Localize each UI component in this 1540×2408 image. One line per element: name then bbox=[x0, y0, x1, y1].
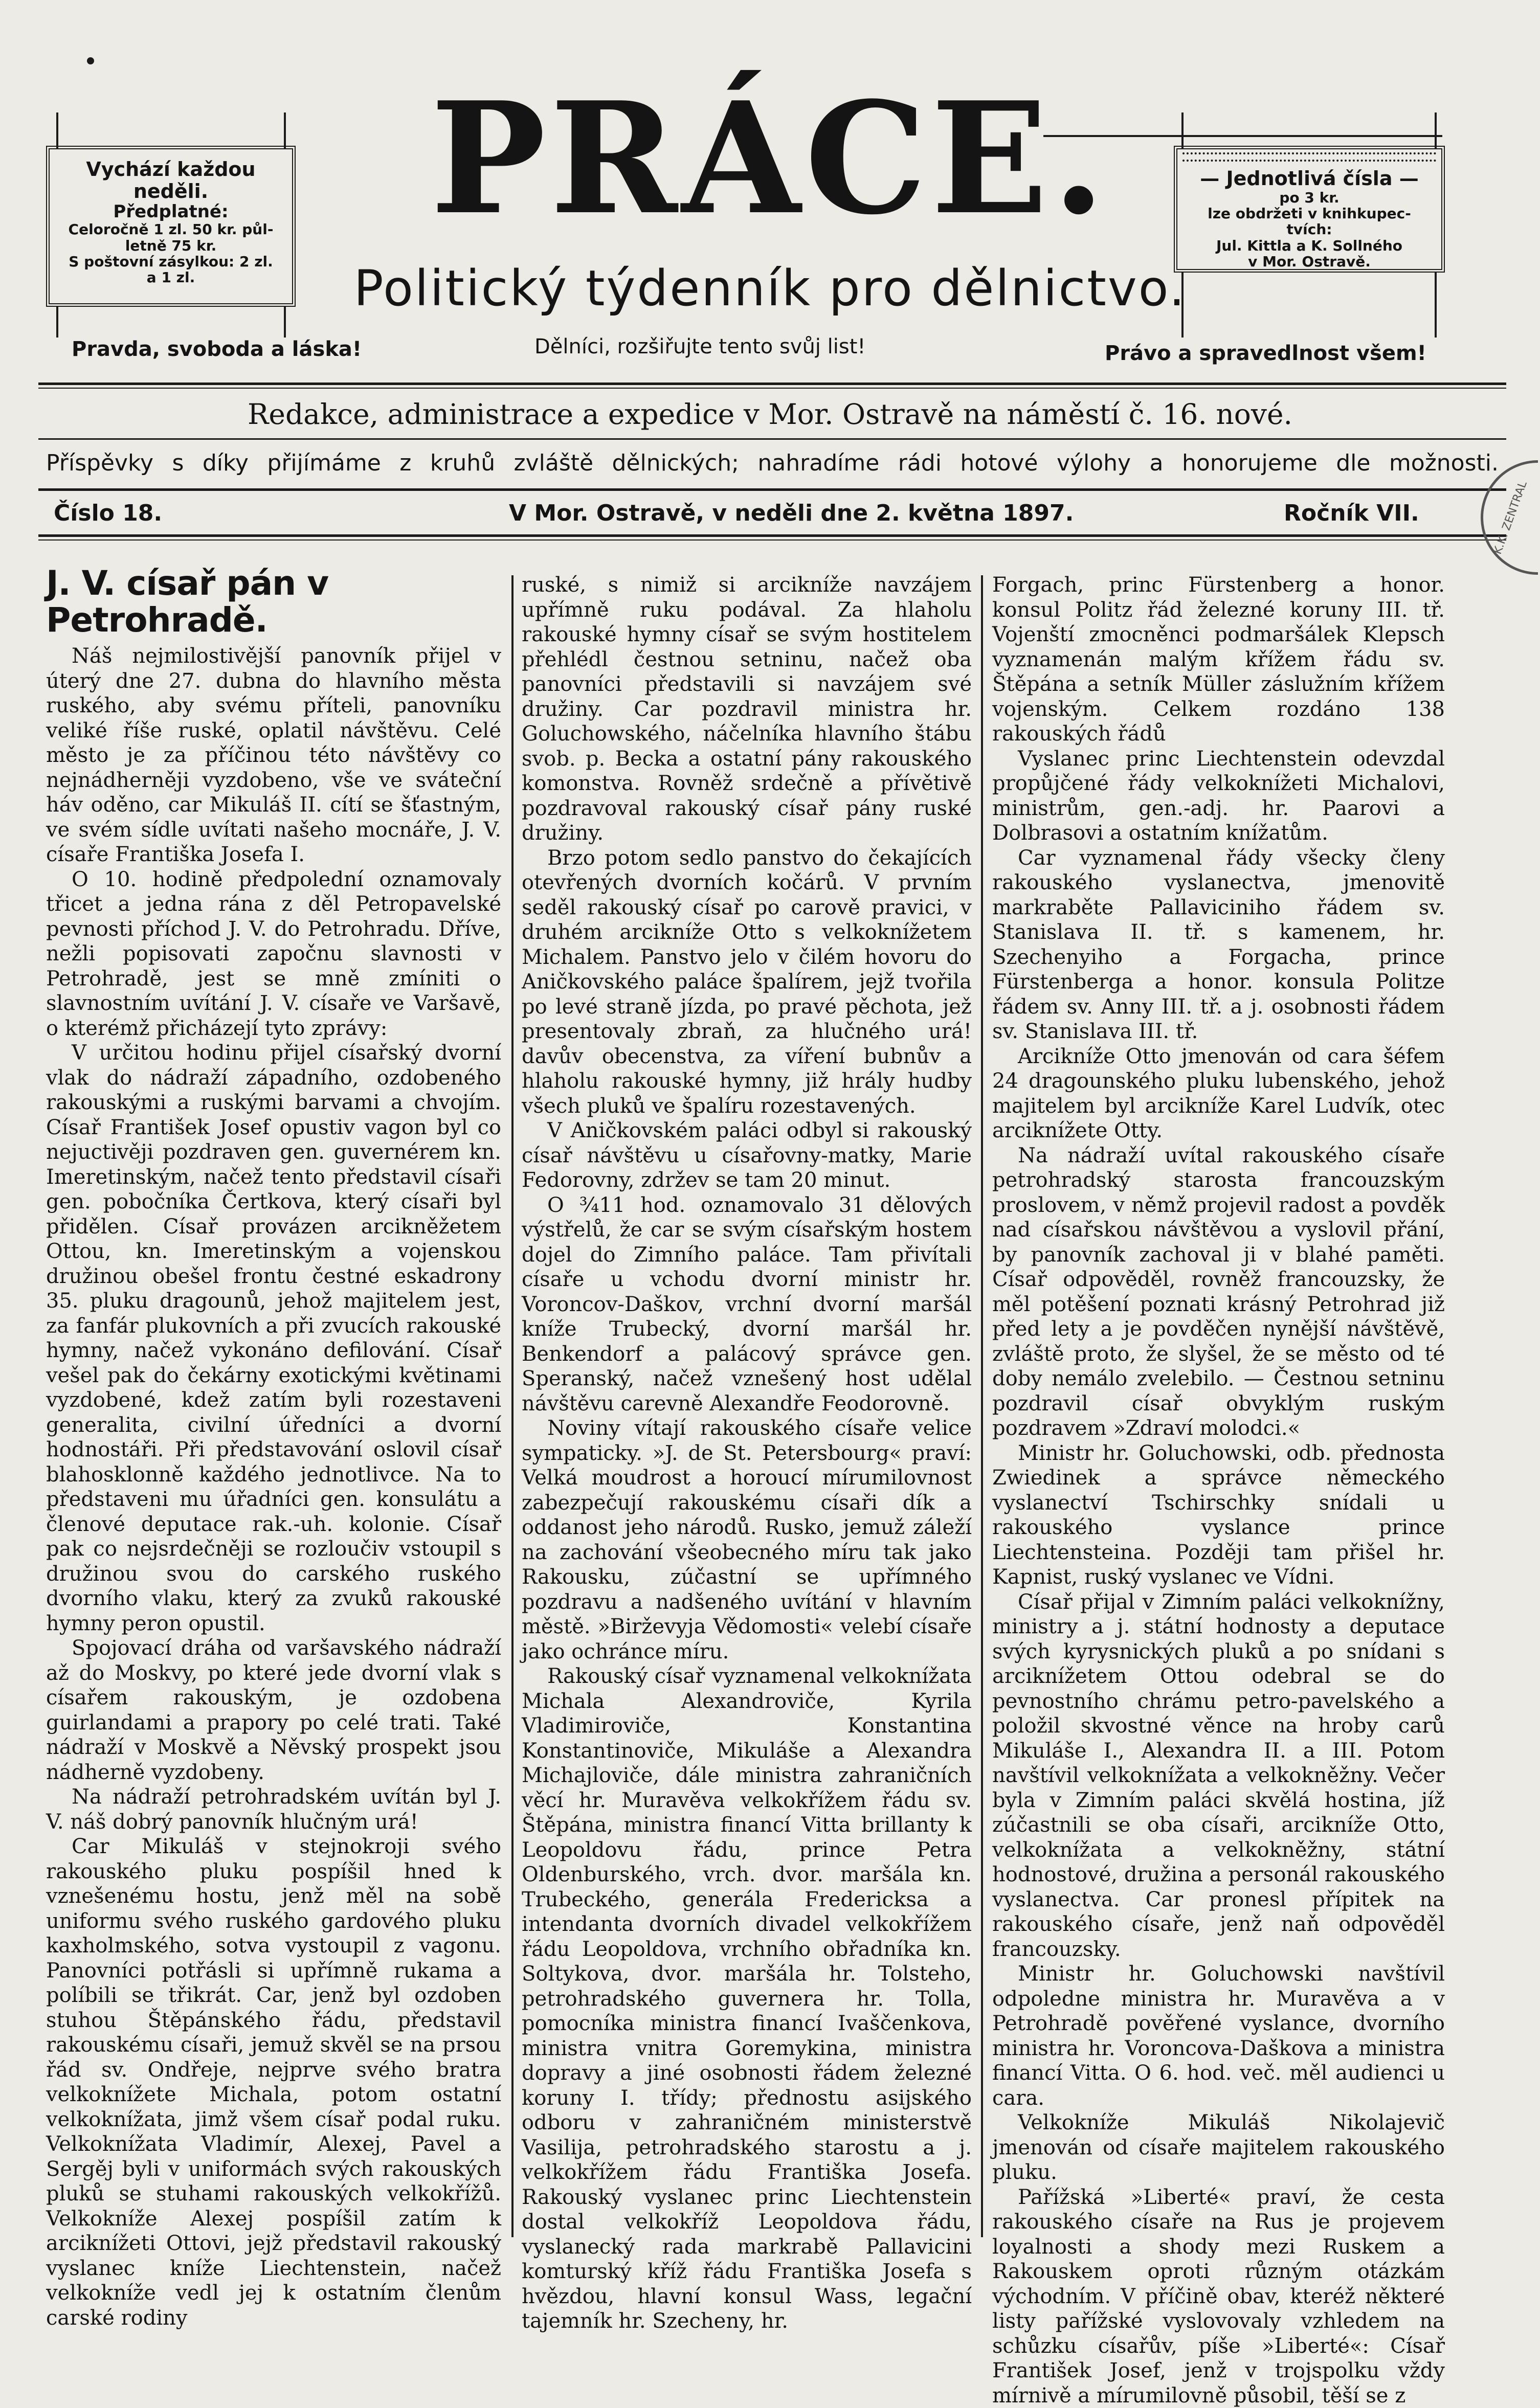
paragraph: Brzo potom sedlo panstvo do čekajících otevřených dvorních kočárů. V prvním seděl rakouský císař po carově pravici, v druhém arcikníže Otto s velkoknížetem Michalem. Panstvo jelo v čilém hovoru do Aničkovského paláce špalírem, jejž tvořila po levé straně jízda, po pravé pěchota, jež presentovaly zbraň, za hlučného urá! davův obecenstva, za víření bubnův a hlaholu rakouské hymny, již hrály hudby všech pluků ve špalíru rozestavených. bbox=[522, 846, 972, 1119]
editorial-address: Redakce, administrace a expedice v Mor. Ostravě na náměstí č. 16. nové. bbox=[0, 398, 1540, 431]
subscription-line-2: Předplatné: bbox=[50, 202, 292, 221]
motto-center: Dělníci, rozšiřujte tento svůj list! bbox=[534, 335, 865, 358]
paragraph: Noviny vítají rakouského císaře velice sympaticky. »J. de St. Petersbourg« praví: Velká moudrost a horoucí mírumilovnost zabezpečují rakouskému císaři dík a oddanost jeho národů. Rusko, jemuž záleží na zachování všeobecného míru tak jako Rakousku, zúčastní se upřímného pozdravu a nadšeného uvítání v hlavním městě. »Birževyja Vědomosti« velebí císaře jako ochránce míru. bbox=[522, 1416, 972, 1664]
single-copy-line-4: tvích: bbox=[1177, 221, 1441, 237]
subscription-line-1: Vychází každou neděli. bbox=[50, 159, 292, 202]
single-copy-line-5: Jul. Kittla a K. Sollného bbox=[1177, 238, 1441, 254]
column-rule bbox=[511, 575, 514, 2237]
header-rule bbox=[38, 382, 1506, 385]
masthead-title: PRÁCE. bbox=[0, 82, 1540, 235]
article-column-2 bbox=[522, 573, 972, 2235]
paragraph: Rakouský císař vyznamenal velkoknížata Michala Alexandroviče, Kyrila Vladimiroviče, Konstantina Konstantinoviče, Mikuláše a Alexandra Michajloviče, dále ministra zahraničních věcí hr. Muravěva velkokřížem řádu sv. Štěpána, ministra financí Vitta brillanty k Leopoldovu řádu, prince Petra Oldenburského, vrch. dvor. maršála kn. Trubeckého, generála Fredericksa a intendanta dvorních divadel velkokřížem řádu Leopoldova, vrchního obřadníka kn. Soltykova, dvor. maršála hr. Tolsteho, petrohradského guvernera hr. Tolla, pomocníka ministra financí Ivaščenkova, ministra vnitra Goremykina, ministra dopravy a jiné osobnosti řádem železné koruny I. třídy; přednostu asijského odboru v zahraničném ministerstvě Vasilija, petrohradského starostu a j. velkokřížem řádu Františka Josefa. Rakouský vyslanec princ Liechtenstein dostal velkokříž Leopoldova řádu, vyslanecký rada markrabě Pallavicini komturský kříž řádu Františka Josefa s hvězdou, hlavní konsul Wass, legační tajemník hr. Szecheny, hr. bbox=[522, 1664, 972, 2334]
contributions-note: Příspěvky s díky přijímáme z kruhů zvláště dělnických; nahradíme rádi hotové výlohy a honorujeme dle možnosti. bbox=[46, 450, 1499, 476]
paragraph: Vyslanec princ Liechtenstein odevzdal propůjčené řády velkoknížeti Michalovi, ministrům, gen.-adj. hr. Paarovi a Dolbrasovi a ostatním knížatům. bbox=[992, 747, 1445, 846]
issue-number: Číslo 18. bbox=[54, 500, 162, 526]
paragraph: Náš nejmilostivější panovník přijel v úterý dne 27. dubna do hlavního města ruského, aby svému příteli, panovníku veliké říše ruské, oplatil návštěvu. Celé město je za příčinou této návštěvy co nejnádherněji vyzdobeno, vše ve sváteční háv oděno, car Mikuláš II. cítí se šťastným, ve svém sídle uvítati našeho mocnáře, J. V. císaře Františka Josefa I. bbox=[46, 644, 501, 867]
single-copy-line-2: po 3 kr. bbox=[1177, 190, 1441, 206]
stamp-text: K.K. ZENTRAL bbox=[1491, 479, 1530, 556]
paragraph: Arcikníže Otto jmenován od cara šéfem 24 dragounského pluku lubenského, jehož majitelem byl arcikníže Karel Ludvík, otec arciknížete Otty. bbox=[992, 1044, 1445, 1143]
paragraph: Car Mikuláš v stejnokroji svého rakouského pluku pospíšil hned k vznešenému hostu, jenž měl na sobě uniformu svého ruského gardového pluku kaxholmského, sotva vystoupil z vagonu. Panovníci potřásli si upřímně rukama a políbili se třikrát. Car, jenž byl ozdoben stuhou Štěpánského řádu, představil rakouskému císaři, jemuž skvěl se na prsou řád sv. Ondřeje, nejprve svého bratra velkoknížete Michala, potom ostatní velkoknížata, jimž všem císař podal ruku. Velkoknížata Vladimír, Alexej, Pavel a Sergěj byli v uniformách svých rakouských pluků se stuhami rakouských velkokřížů. Velkokníže Alexej pospíšil zatím k arciknížeti Ottovi, jejž představil rakouský vyslanec kníže Liechtenstein, načež velkokníže vedl jej k ostatním členům carské rodiny bbox=[46, 1834, 501, 2330]
motto-left: Pravda, svoboda a láska! bbox=[72, 337, 362, 361]
motto-right: Právo a spravedlnost všem! bbox=[1105, 342, 1426, 365]
article-column-1 bbox=[46, 565, 501, 2227]
subscription-line-5: S poštovní zásylkou: 2 zl. bbox=[50, 254, 292, 269]
paragraph: Forgach, princ Fürstenberg a honor. konsul Politz řád železné koruny III. tř. Vojenští zmocněnci podmaršálek Klepsch vyznamenán malým křížem řádu sv. Štěpána a setník Müller záslužním křížem vojenským. Celkem rozdáno 138 rakouských řádů bbox=[992, 573, 1445, 747]
article-column-3 bbox=[992, 573, 1445, 2235]
issue-date: V Mor. Ostravě, v neděli dne 2. května 1897. bbox=[509, 500, 1074, 526]
paragraph: Pařížská »Liberté« praví, že cesta rakouského císaře na Rus je projevem loyalnosti a shody mezi Ruskem a Rakouskem oproti různým otázkám východním. V příčině obav, kteréž některé listy pařížské vyslovovaly vzhledem na schůzku císařův, píše »Liberté«: Císař František Josef, jenž v trojspolku vždy mírnivě a mírumilovně působil, těší se z bbox=[992, 2185, 1445, 2408]
paragraph: Car vyznamenal řády všecky členy rakouského vyslanectva, jmenovitě markraběte Pallaviciniho řádem sv. Stanislava II. tř. s kamenem, hr. Szechenyiho a Forgacha, prince Fürstenberga a honor. konsula Politze řádem sv. Anny III. tř. a j. osobnosti řádem sv. Stanislava III. tř. bbox=[992, 846, 1445, 1044]
single-copy-line-1: — Jednotlivá čísla — bbox=[1177, 168, 1441, 190]
paragraph: Císař přijal v Zimním paláci velkoknížny, ministry a j. státní hodnosty a deputace svých kyrysnických pluků a po snídani s arciknížetem Ottou odebral se do pevnostního chrámu petro-pavelského a položil skvostné věnce na hroby carů Mikuláše I., Alexandra II. a III. Potom navštívil velkoknížata a velkokněžny. Večer byla v Zimním paláci skvělá hostina, jíž zúčastnili se oba císaři, arcikníže Otto, velkoknížata a velkokněžny, státní hodnostové, družina a personál rakouského vyslanectva. Car pronesl přípitek na rakouského císaře, jenž naň odpověděl francouzsky. bbox=[992, 1590, 1445, 1962]
paragraph: Na nádraží petrohradském uvítán byl J. V. náš dobrý panovník hlučným urá! bbox=[46, 1785, 501, 1834]
paragraph: V určitou hodinu přijel císařský dvorní vlak do nádraží západního, ozdobeného rakouskými a ruskými barvami a chvojím. Císař František Josef opustiv vagon byl co nejuctivěji pozdraven gen. guvernérem kn. Imeretinským, načež tento představil císaři gen. pobočníka Čertkova, který císaři byl přidělen. Císař provázen arcikněžetem Ottou, kn. Imeretinským a vojenskou družinou obešel frontu čestné eskadrony 35. pluku dragounů, jehož majitelem jest, za fanfár plukovních a při zvucích rakouské hymny, načež vykonáno defilování. Císař vešel pak do čekárny exotickými květinami vyzdobené, kdež zatím byli rozestaveni generalita, civilní úředníci a dvorní hodnostáři. Při představování oslovil císař blahosklonně každého jednotlivce. Na to představeni mu úřadníci gen. konsulátu a členové deputace rak.-uh. kolonie. Císař pak co nejsrdečněji se rozloučiv vstoupil s družinou svou do carského ruského dvorního vlaku, který za zvuků rakouské hymny peron opustil. bbox=[46, 1041, 501, 1636]
subscription-line-4: letně 75 kr. bbox=[50, 238, 292, 254]
paragraph: ruské, s nimiž si arcikníže navzájem upřímně ruku podával. Za hlaholu rakouské hymny císař se svým hostitelem přehlédl čestnou setninu, načež oba panovníci představili si navzájem své družiny. Car pozdravil ministra hr. Goluchowského, náčelníka hlavního štábu svob. p. Becka a ostatní pány rakouského komonstva. Rovněž srdečně a přívětivě pozdravoval rakouský císař pány ruské družiny. bbox=[522, 573, 972, 846]
paragraph: Ministr hr. Goluchowski navštívil odpoledne ministra hr. Muravěva a v Petrohradě pověřené vyslance, dvorního ministra hr. Voroncova-Daškova a ministra financí Vitta. O 6. hod. več. měl audienci u cara. bbox=[992, 1962, 1445, 2110]
single-copy-line-3: lze obdržeti v knihkupec- bbox=[1177, 206, 1441, 221]
subscription-line-6: a 1 zl. bbox=[50, 269, 292, 285]
header-rule bbox=[38, 438, 1506, 440]
paragraph: V Aničkovském paláci odbyl si rakouský císař návštěvu u císařovny-matky, Marie Fedorovny, zdržev se tam 20 minut. bbox=[522, 1118, 972, 1193]
single-copy-line-6: v Mor. Ostravě. bbox=[1177, 254, 1441, 269]
paragraph: O ¾11 hod. oznamovalo 31 dělových výstřelů, že car se svým císařským hostem dojel do Zimního paláce. Tam přivítali císaře u vchodu dvorní ministr hr. Voroncov-Daškov, vrchní dvorní maršál kníže Trubecký, dvorní maršál hr. Benkendorf a palácový správce gen. Speranský, načež vznešený host udělal návštěvu carevně Alexandře Feodorovně. bbox=[522, 1193, 972, 1416]
paragraph: O 10. hodině předpolední oznamovaly třicet a jedna rána z děl Petropavelské pevnosti příchod J. V. do Petrohradu. Dříve, nežli popisovati započnu slavnosti v Petrohradě, jest se mně zmíniti o slavnostním uvítání J. V. císaře ve Varšavě, o kterémž přicházejí tyto zprávy: bbox=[46, 867, 501, 1041]
paragraph: Na nádraží uvítal rakouského císaře petrohradský starosta francouzským proslovem, v němž projevil radost a povděk nad císařskou návštěvou a vyslovil přání, by panovník zachoval ji v blahé paměti. Císař odpověděl, rovněž francouzsky, že měl potěšení poznati krásný Petrohrad již před lety a je povděčen nynější návštěvě, zvláště proto, že slyšel, že se město od té doby nemálo zvelebilo. — Čestnou setninu pozdravil císař obvyklým ruským pozdravem »Zdraví molodci.« bbox=[992, 1143, 1445, 1441]
header-rule bbox=[38, 388, 1506, 389]
issue-volume: Ročník VII. bbox=[1284, 500, 1419, 526]
header-rule bbox=[38, 488, 1506, 491]
paragraph: Velkokníže Mikuláš Nikolajevič jmenován od císaře majitelem rakouského pluku. bbox=[992, 2110, 1445, 2185]
article-headline: J. V. císař pán v Petrohradě. bbox=[46, 565, 501, 639]
header-rule bbox=[38, 534, 1506, 537]
column-rule bbox=[981, 575, 983, 2237]
paragraph: Ministr hr. Goluchowski, odb. přednosta Zwiedinek a správce německého vyslanectví Tschirschky snídali u rakouského vyslance prince Liechtensteina. Později tam přišel hr. Kapnist, ruský vyslanec ve Vídni. bbox=[992, 1441, 1445, 1590]
subscription-line-3: Celoročně 1 zl. 50 kr. půl- bbox=[50, 221, 292, 237]
library-stamp bbox=[1481, 460, 1538, 575]
ink-dot bbox=[87, 57, 94, 64]
masthead-subtitle: Politický týdenník pro dělnictvo. bbox=[0, 260, 1540, 317]
paragraph: Spojovací dráha od varšavského nádraží až do Moskvy, po které jede dvorní vlak s císařem rakouským, je ozdobena guirlandami a prapory po celé trati. Také nádraží v Moskvě a Něvský prospekt jsou nádherně vyzdobeny. bbox=[46, 1636, 501, 1785]
header-rule bbox=[38, 539, 1506, 541]
